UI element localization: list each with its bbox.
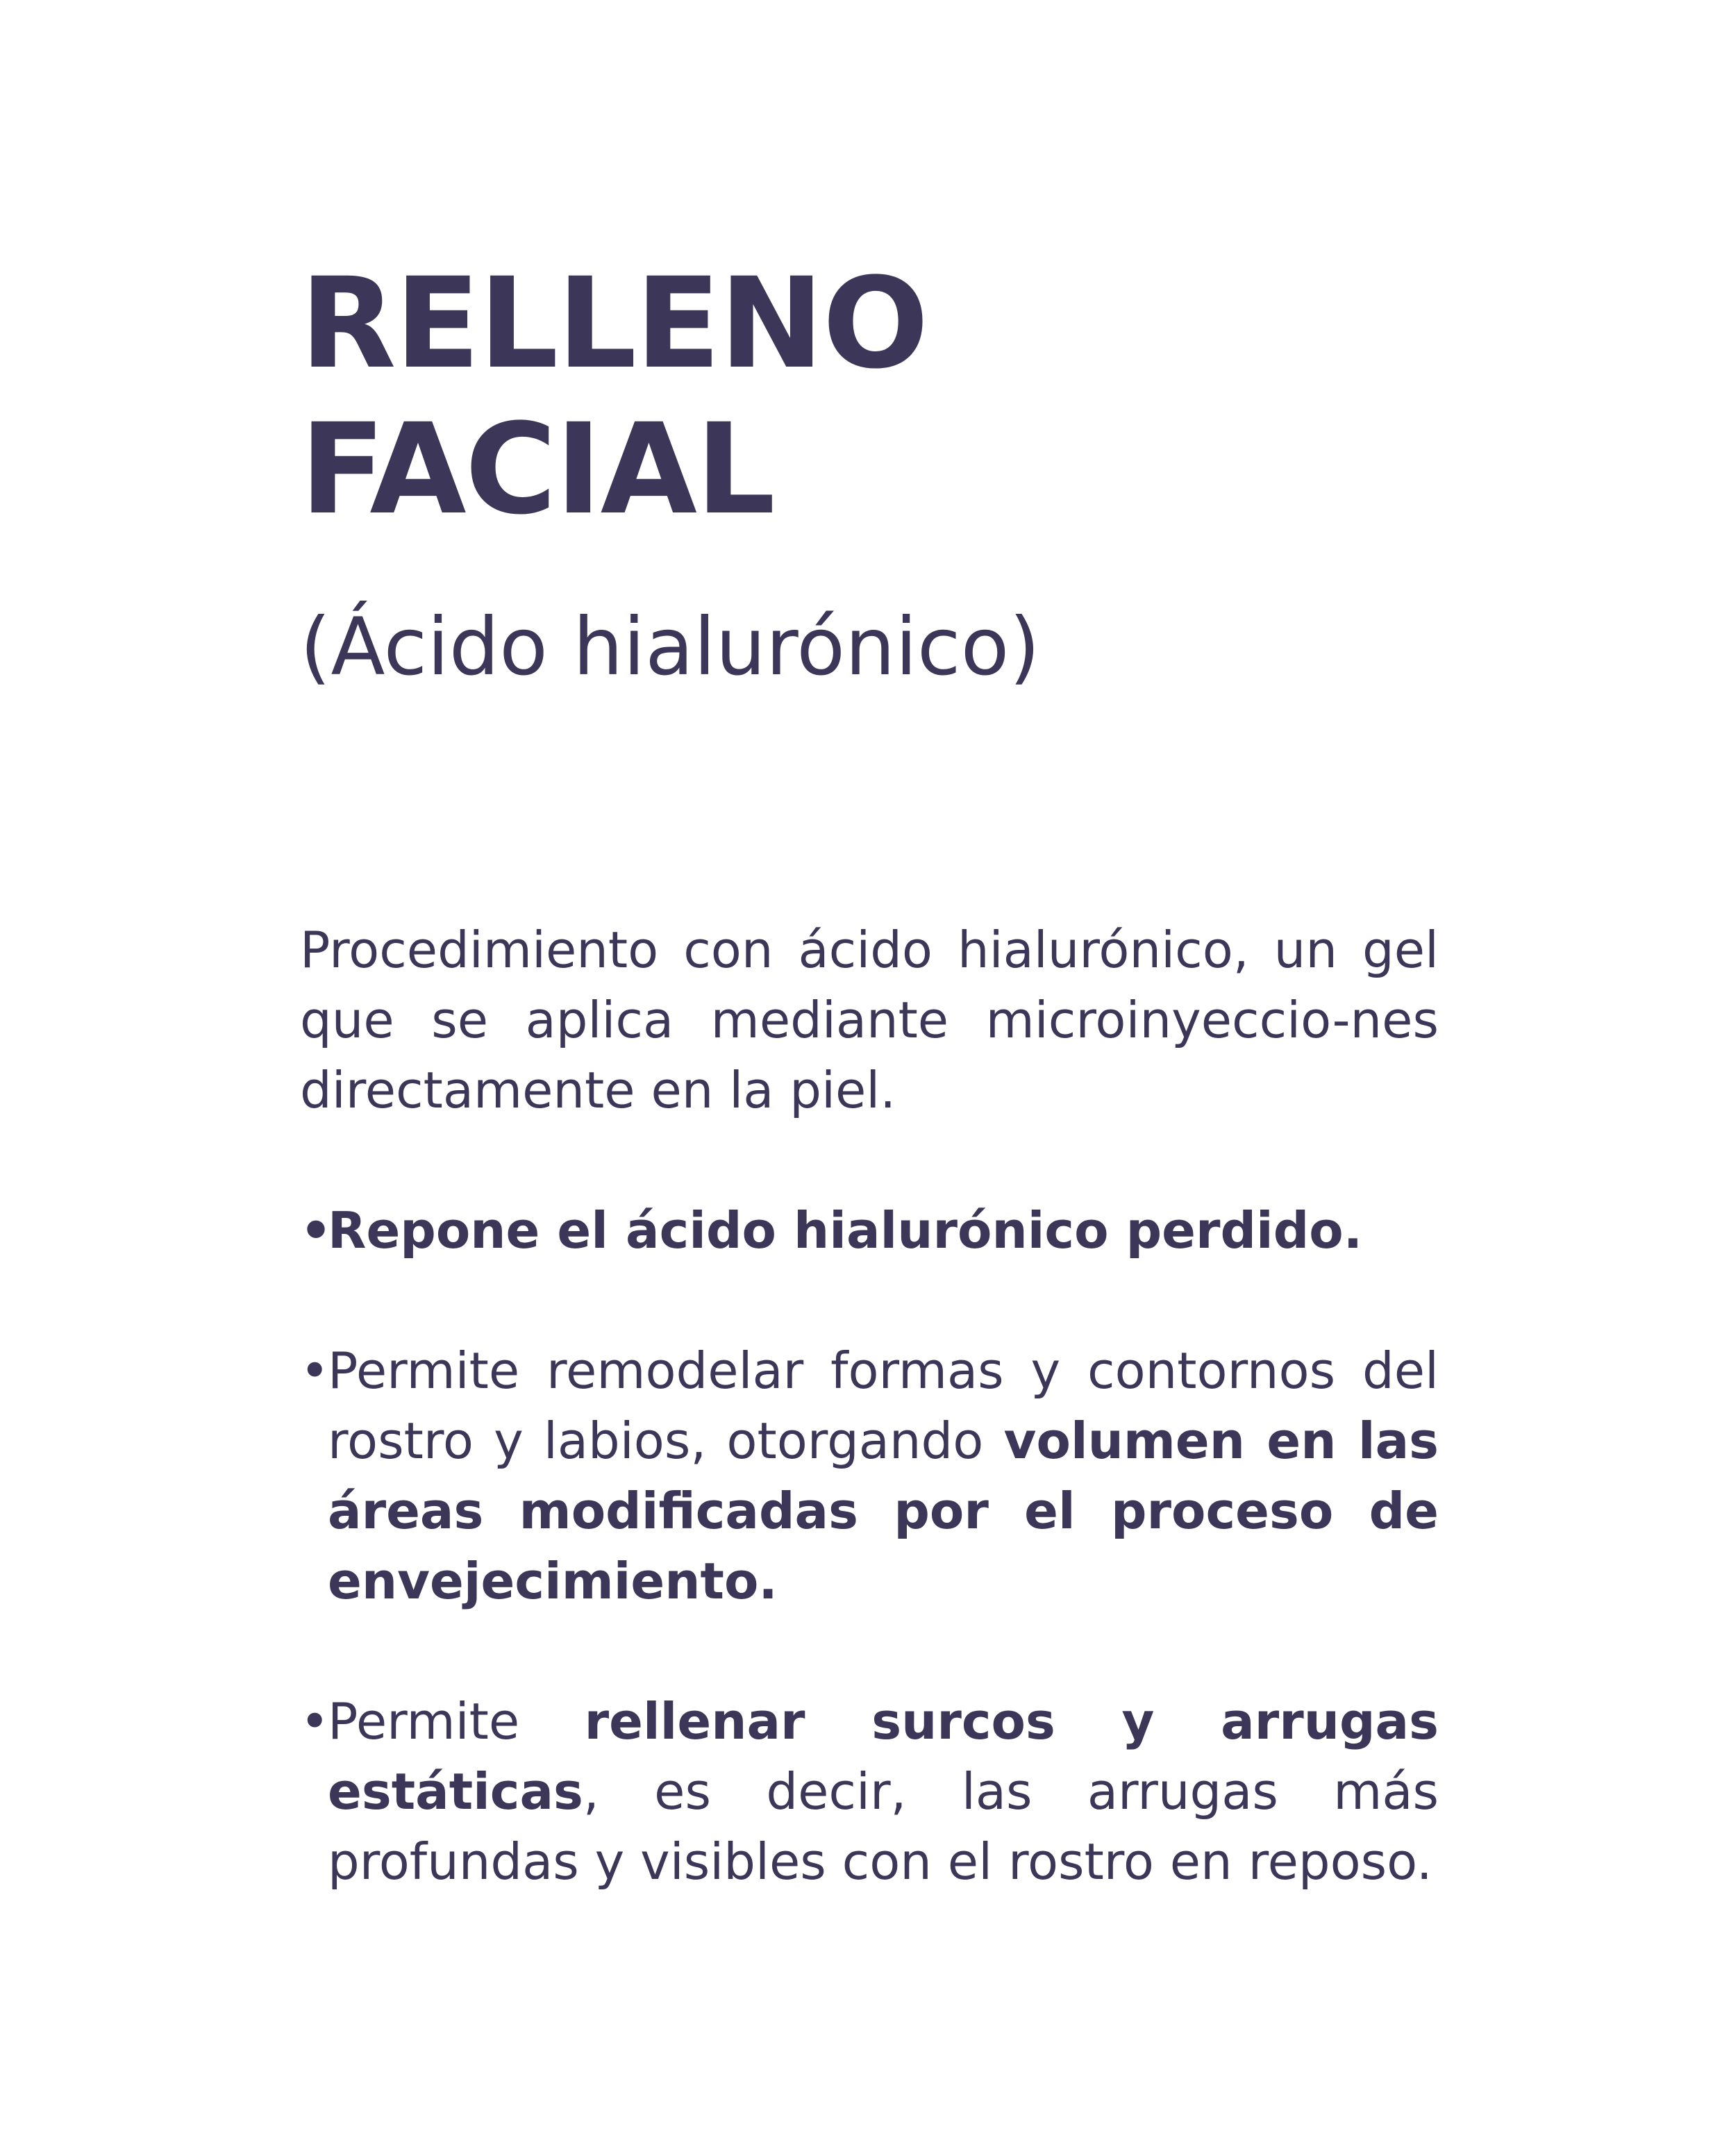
- bullet-text: Permite remodelar formas y contornos del rostro y labios, otorgando: [328, 1342, 1439, 1470]
- bullet-icon: •: [300, 1692, 330, 1750]
- bullet-text: Permite: [328, 1692, 585, 1750]
- intro-paragraph: Procedimiento con ácido hialurónico, un gel que se aplica mediante microinyeccio-nes directamente en la piel.: [300, 921, 1439, 1119]
- title-line-2: FACIAL: [300, 397, 774, 542]
- bullet-bold-text: volumen en las áreas modificadas por el proceso de envejecimiento.: [328, 1412, 1439, 1610]
- bullet-bold-text: Repone el ácido hialurónico perdido.: [328, 1201, 1363, 1260]
- bullet-icon: •: [300, 1201, 333, 1260]
- page-title: [300, 251, 928, 543]
- title-line-1: RELLENO: [300, 251, 928, 396]
- benefits-list: [300, 1196, 1439, 1897]
- bullet-icon: •: [300, 1342, 330, 1400]
- page-subtitle: (Ácido hialurónico): [300, 601, 1040, 693]
- content-body: [300, 915, 1439, 1897]
- list-item: [300, 1336, 1439, 1616]
- list-item: [300, 1196, 1439, 1266]
- bullet-text-after: , es decir, las arrugas más profundas y visibles con el rostro en reposo.: [328, 1762, 1439, 1891]
- bullet-bold-text: rellenar surcos y arrugas estáticas: [328, 1692, 1439, 1821]
- list-item: [300, 1687, 1439, 1897]
